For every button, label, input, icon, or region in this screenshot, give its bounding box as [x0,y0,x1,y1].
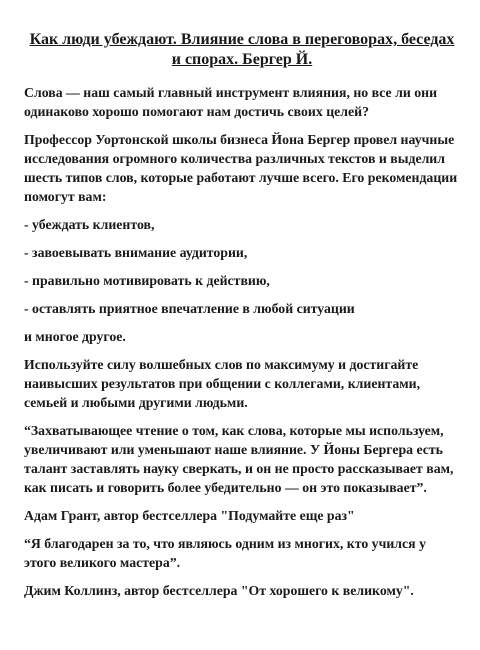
list-item: - оставлять приятное впечатление в любой ситуации [24,301,355,316]
and-more-text: и многое другое. [24,329,126,344]
page-title: Как люди убеждают. Влияние слова в переговорах, беседах и спорах. Бергер Й. [29,31,455,68]
benefits-list [24,215,460,318]
about-paragraph: Профессор Уортонской школы бизнеса Йона Бергер провел научные исследования огромного количества различных текстов и выделил шесть типов слов, которые работают лучше всего. Его рекомендации помогут вам: [24,132,458,204]
list-item: - правильно мотивировать к действию, [24,273,270,288]
intro-paragraph: Слова — наш самый главный инструмент влияния, но все ли они одинаково хорошо помогают нам достичь своих целей? [24,85,438,119]
review-author: Джим Коллинз, автор бестселлера "От хорошего к великому". [24,583,414,598]
list-item: - завоевывать внимание аудитории, [24,245,248,260]
call-to-action-paragraph: Используйте силу волшебных слов по максимуму и достигайте наивысших результатов при общении с коллегами, клиентами, семьей и любыми другими людьми. [24,357,421,410]
review-quote: “Я благодарен за то, что являюсь одним из многих, кто учился у этого великого мастера”. [24,536,426,570]
review-quote: “Захватывающее чтение о том, как слова, которые мы используем, увеличивают или уменьшают наше влияние. У Йоны Бергера есть талант заставлять науку сверкать, и он не просто рассказывает вам, как писать и говорить более убедительно — он это показывает”. [24,423,454,495]
list-item: - убеждать клиентов, [24,217,155,232]
review-author: Адам Грант, автор бестселлера "Подумайте еще раз" [24,508,355,523]
